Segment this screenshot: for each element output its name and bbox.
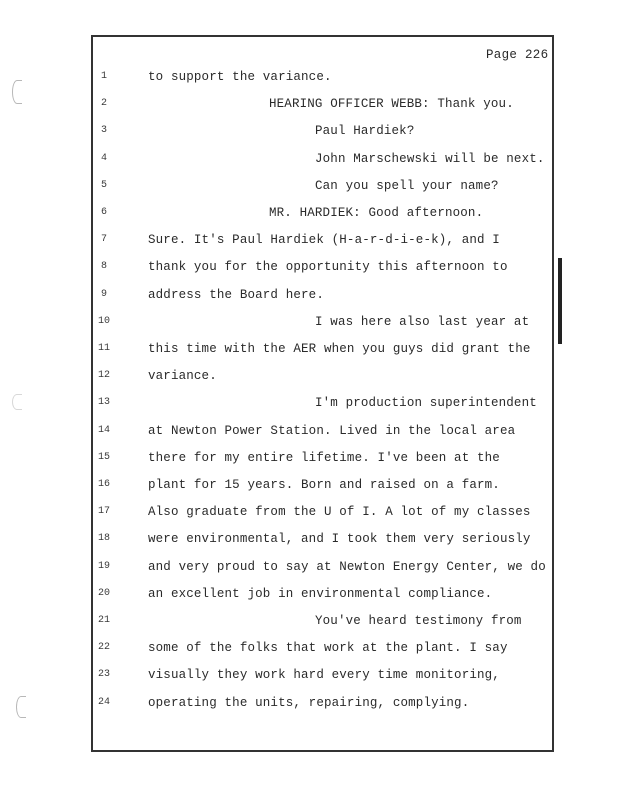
transcript-line <box>0 286 618 304</box>
line-number: 14 <box>97 424 110 436</box>
transcript-line <box>0 340 618 358</box>
line-text: and very proud to say at Newton Energy Center, we do <box>148 559 546 574</box>
transcript-line <box>0 95 618 113</box>
line-number: 12 <box>97 370 110 382</box>
line-text: Sure. It's Paul Hardiek (H-a-r-d-i-e-k), and I <box>148 233 500 248</box>
line-number: 23 <box>97 669 110 681</box>
line-text: some of the folks that work at the plant. I say <box>148 641 508 656</box>
line-text: there for my entire lifetime. I've been at the <box>148 450 500 465</box>
transcript-line <box>0 503 618 521</box>
line-number: 18 <box>97 533 110 545</box>
line-text: Also graduate from the U of I. A lot of my classes <box>148 505 531 520</box>
transcript-line <box>0 204 618 222</box>
line-number: 5 <box>100 179 107 191</box>
line-text: HEARING OFFICER WEBB: Thank you. <box>269 97 514 112</box>
line-number: 9 <box>100 288 107 300</box>
transcript-line <box>0 177 618 195</box>
transcript-line <box>0 258 618 276</box>
line-number: 8 <box>100 261 107 273</box>
line-number: 10 <box>97 315 110 327</box>
line-text: plant for 15 years. Born and raised on a farm. <box>148 478 500 492</box>
transcript-line <box>0 694 618 712</box>
transcript-line <box>0 313 618 331</box>
transcript-line <box>0 422 618 440</box>
transcript-line <box>0 476 618 494</box>
line-number: 22 <box>97 642 110 654</box>
line-number: 1 <box>100 71 107 82</box>
line-text: thank you for the opportunity this afternoon to <box>148 260 508 275</box>
line-text: John Marschewski will be next. <box>315 151 545 166</box>
transcript-line <box>0 68 618 86</box>
line-number: 16 <box>97 479 110 490</box>
line-number: 4 <box>100 152 107 164</box>
line-number: 20 <box>97 587 110 599</box>
line-number: 7 <box>100 234 107 246</box>
transcript-line <box>0 639 618 657</box>
line-number: 17 <box>97 506 110 518</box>
line-text: operating the units, repairing, complying. <box>148 695 470 710</box>
line-text: I was here also last year at <box>315 314 530 329</box>
line-text: variance. <box>148 369 217 384</box>
transcript-line <box>0 122 618 140</box>
transcript-line <box>0 449 618 467</box>
line-text: were environmental, and I took them very seriously <box>148 532 531 547</box>
line-text: I'm production superintendent <box>315 396 537 411</box>
transcript-line <box>0 558 618 576</box>
line-number: 6 <box>100 207 107 218</box>
line-number: 2 <box>100 98 107 110</box>
line-text: an excellent job in environmental compliance. <box>148 586 493 601</box>
line-number: 24 <box>97 696 110 708</box>
transcript-line <box>0 394 618 412</box>
line-number: 21 <box>97 615 110 626</box>
line-text: at Newton Power Station. Lived in the local area <box>148 423 516 438</box>
transcript-line <box>0 231 618 249</box>
line-number: 11 <box>97 343 110 354</box>
line-text: address the Board here. <box>148 287 324 302</box>
transcript-line <box>0 666 618 684</box>
line-number: 15 <box>97 451 110 463</box>
line-text: Can you spell your name? <box>315 178 499 193</box>
line-text: Paul Hardiek? <box>315 124 415 139</box>
line-text: this time with the AER when you guys did grant the <box>148 342 531 356</box>
line-text: to support the variance. <box>148 70 332 84</box>
line-text: You've heard testimony from <box>315 614 522 628</box>
line-text: MR. HARDIEK: Good afternoon. <box>269 206 484 220</box>
transcript-line <box>0 150 618 168</box>
transcript-line <box>0 585 618 603</box>
page-number: Page 226 <box>486 48 549 62</box>
transcript-line <box>0 367 618 385</box>
line-text: visually they work hard every time monitoring, <box>148 668 500 683</box>
line-number: 13 <box>97 397 110 409</box>
line-number: 3 <box>100 125 107 137</box>
line-number: 19 <box>97 560 110 572</box>
transcript-line <box>0 530 618 548</box>
transcript-line <box>0 612 618 630</box>
